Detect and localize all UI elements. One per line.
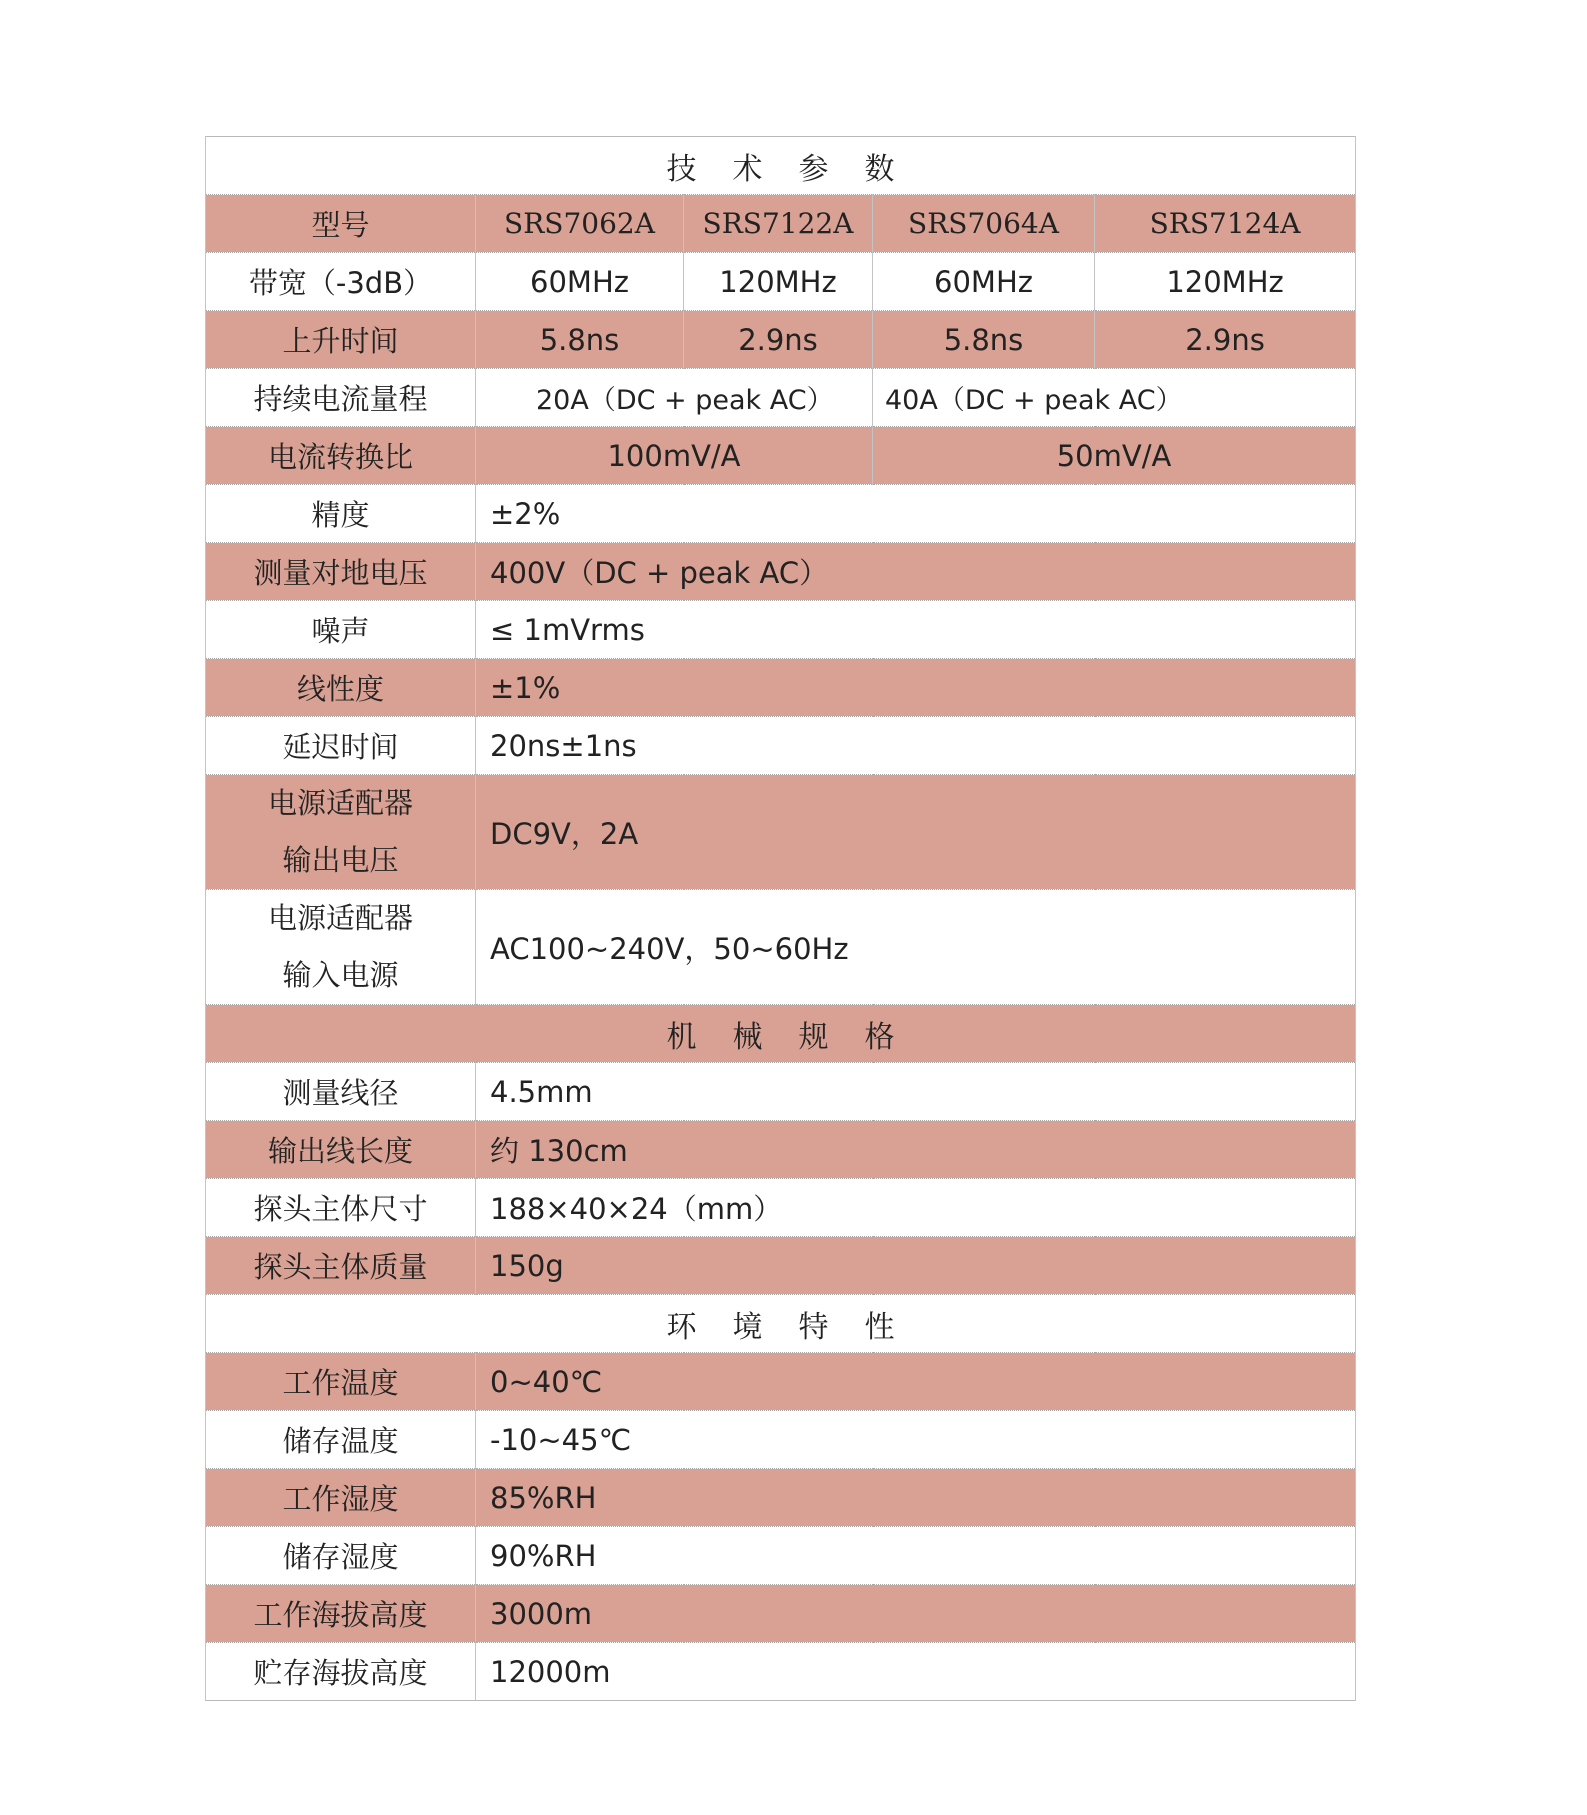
wire-diameter-label: 测量线径 (206, 1063, 476, 1121)
adapter-output-label-line1: 电源适配器 (267, 786, 413, 820)
row-adapter-input (206, 890, 1356, 1005)
adapter-input-label-line2: 输入电源 (282, 958, 399, 992)
bandwidth-value-2: 120MHz (684, 253, 873, 311)
row-storage-temp (206, 1411, 1356, 1469)
bandwidth-label: 带宽（-3dB） (206, 253, 476, 311)
row-model (206, 195, 1356, 253)
row-current-range (206, 369, 1356, 427)
voltage-to-ground-value: 400V（DC + peak AC） (476, 543, 1356, 601)
current-range-label: 持续电流量程 (206, 369, 476, 427)
accuracy-label: 精度 (206, 485, 476, 543)
accuracy-value: ±2% (476, 485, 1356, 543)
section-row-tech (206, 137, 1356, 195)
spec-table (205, 136, 1356, 1701)
adapter-input-label-line1: 电源适配器 (267, 901, 413, 935)
row-voltage-to-ground (206, 543, 1356, 601)
model-label: 型号 (206, 195, 476, 253)
row-cable-length (206, 1121, 1356, 1179)
row-conversion-ratio (206, 427, 1356, 485)
row-storage-humidity (206, 1527, 1356, 1585)
row-delay (206, 717, 1356, 775)
storage-altitude-label: 贮存海拔高度 (206, 1643, 476, 1701)
bandwidth-value-3: 60MHz (873, 253, 1095, 311)
model-2: SRS7122A (684, 195, 873, 253)
adapter-input-label (206, 890, 476, 1005)
storage-humidity-label: 储存湿度 (206, 1527, 476, 1585)
storage-humidity-value: 90%RH (476, 1527, 1356, 1585)
conversion-ratio-label: 电流转换比 (206, 427, 476, 485)
rise-time-value-3: 5.8ns (873, 311, 1095, 369)
rise-time-label: 上升时间 (206, 311, 476, 369)
rise-time-value-1: 5.8ns (476, 311, 684, 369)
probe-size-value: 188×40×24（mm） (476, 1179, 1356, 1237)
cable-length-label: 输出线长度 (206, 1121, 476, 1179)
row-storage-altitude (206, 1643, 1356, 1701)
row-wire-diameter (206, 1063, 1356, 1121)
adapter-output-value: DC9V，2A (476, 775, 1356, 890)
noise-value: ≤ 1mVrms (476, 601, 1356, 659)
current-range-value-2: 40A（DC + peak AC） (873, 369, 1356, 427)
linearity-value: ±1% (476, 659, 1356, 717)
section-row-env (206, 1295, 1356, 1353)
row-adapter-output (206, 775, 1356, 890)
work-altitude-value: 3000m (476, 1585, 1356, 1643)
bandwidth-value-1: 60MHz (476, 253, 684, 311)
work-humidity-value: 85%RH (476, 1469, 1356, 1527)
adapter-input-value: AC100~240V，50~60Hz (476, 890, 1356, 1005)
cable-length-value: 约 130cm (476, 1121, 1356, 1179)
work-humidity-label: 工作湿度 (206, 1469, 476, 1527)
rise-time-value-2: 2.9ns (684, 311, 873, 369)
work-temp-label: 工作温度 (206, 1353, 476, 1411)
conversion-ratio-value-2: 50mV/A (873, 427, 1356, 485)
row-rise-time (206, 311, 1356, 369)
row-bandwidth (206, 253, 1356, 311)
probe-mass-label: 探头主体质量 (206, 1237, 476, 1295)
row-accuracy (206, 485, 1356, 543)
model-4: SRS7124A (1095, 195, 1356, 253)
storage-altitude-value: 12000m (476, 1643, 1356, 1701)
model-1: SRS7062A (476, 195, 684, 253)
current-range-value-1: 20A（DC + peak AC） (476, 369, 873, 427)
row-work-temp (206, 1353, 1356, 1411)
section-row-mech (206, 1005, 1356, 1063)
storage-temp-value: -10~45℃ (476, 1411, 1356, 1469)
adapter-output-label (206, 775, 476, 890)
row-work-altitude (206, 1585, 1356, 1643)
work-temp-value: 0~40℃ (476, 1353, 1356, 1411)
rise-time-value-4: 2.9ns (1095, 311, 1356, 369)
voltage-to-ground-label: 测量对地电压 (206, 543, 476, 601)
row-linearity (206, 659, 1356, 717)
delay-value: 20ns±1ns (476, 717, 1356, 775)
storage-temp-label: 储存温度 (206, 1411, 476, 1469)
row-work-humidity (206, 1469, 1356, 1527)
work-altitude-label: 工作海拔高度 (206, 1585, 476, 1643)
section-title-mech: 机械规格 (206, 1005, 1356, 1063)
model-3: SRS7064A (873, 195, 1095, 253)
conversion-ratio-value-1: 100mV/A (476, 427, 873, 485)
noise-label: 噪声 (206, 601, 476, 659)
row-probe-mass (206, 1237, 1356, 1295)
section-title-env: 环境特性 (206, 1295, 1356, 1353)
probe-size-label: 探头主体尺寸 (206, 1179, 476, 1237)
row-probe-size (206, 1179, 1356, 1237)
adapter-output-label-line2: 输出电压 (282, 843, 399, 877)
probe-mass-value: 150g (476, 1237, 1356, 1295)
linearity-label: 线性度 (206, 659, 476, 717)
section-title-tech: 技术参数 (206, 137, 1356, 195)
bandwidth-value-4: 120MHz (1095, 253, 1356, 311)
wire-diameter-value: 4.5mm (476, 1063, 1356, 1121)
row-noise (206, 601, 1356, 659)
delay-label: 延迟时间 (206, 717, 476, 775)
